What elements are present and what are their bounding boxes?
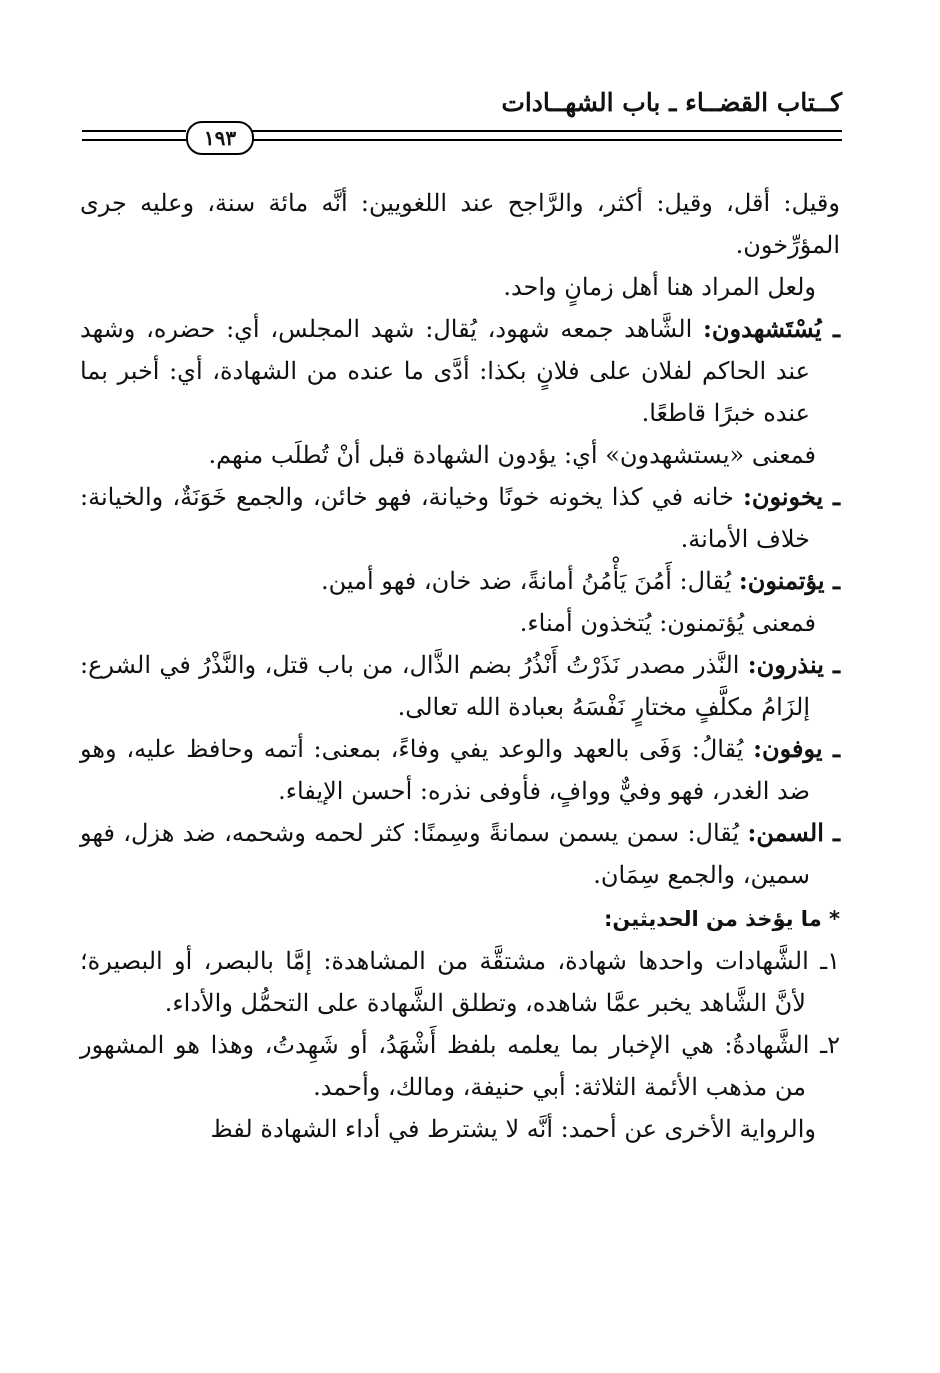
entry-yutamanun [80, 560, 840, 602]
numbered-point-1: ١ـ الشَّهادات واحدها شهادة، مشتقَّة من المشاهدة: إمَّا بالبصر، أو البصيرة؛ لأنَّ الشَّاهد يخبر عمَّا شاهده، وتطلق الشَّهادة على التحمُّل والأداء. [80, 947, 840, 1017]
entry-definition: الشَّاهد جمعه شهود، يُقال: شهد المجلس، أي: حضره، وشهد عند الحاكم لفلان على فلانٍ بكذا: أدَّى ما عنده من الشهادة، أي: أخبر بما عنده خبرًا قاطعًا. [80, 315, 810, 427]
entry-definition: خانه في كذا يخونه خونًا وخيانة، فهو خائن، والجمع خَوَنَةٌ، والخيانة: خلاف الأمانة. [80, 483, 810, 553]
header-rule-left-bottom [82, 139, 186, 141]
entry-term: ـ يؤتمنون: [738, 566, 840, 595]
entry-term: ـ يُسْتَشهدون: [703, 314, 840, 343]
page-number: ١٩٣ [186, 121, 254, 155]
entry-term: ـ يخونون: [742, 482, 840, 511]
entry-note: فمعنى «يستشهدون» أي: يؤدون الشهادة قبل أنْ تُطلَب منهم. [208, 441, 816, 469]
entry-definition: يُقالُ: وَفَى بالعهد والوعد يفي وفاءً، بمعنى: أتمه وحافظ عليه، وهو ضد الغدر، فهو وفيٌّ ووافٍ، فأوفى نذره: أحسن الإيفاء. [80, 735, 810, 805]
running-title: كــتاب القضــاء ـ باب الشهــادات [501, 88, 842, 117]
entry-term: ـ يوفون: [753, 734, 840, 763]
entry-definition: يُقال: أَمُنَ يَأْمُنُ أمانةً، ضد خان، فهو أمين. [321, 567, 739, 595]
header-rule-left-top [82, 130, 186, 132]
header-rule-right-bottom [252, 139, 842, 141]
section-heading: * ما يؤخذ من الحديثين: [603, 907, 840, 931]
entry-definition: النَّذر مصدر نَذَرْتُ أَنْذُرُ بضم الذَّال، من باب قتل، والنَّذْرُ في الشرع: إلزَامُ مكلَّفٍ مختارٍ نَفْسَهُ بعبادة الله تعالى. [80, 651, 810, 721]
paragraph-1: وقيل: أقل، وقيل: أكثر، والرَّاجح عند اللغويين: أنَّه مائة سنة، وعليه جرى المؤرِّخون. [80, 189, 840, 259]
entry-definition: يُقال: سمن يسمن سمانةً وسِمنًا: كثر لحمه وشحمه، ضد هزل، فهو سمين، والجمع سِمَان. [80, 819, 810, 889]
entry-term: ـ السمن: [747, 818, 841, 847]
numbered-point-2: ٢ـ الشَّهادةُ: هي الإخبار بما يعلمه بلفظ أَشْهَدُ، أو شَهِدتُ، وهذا هو المشهور من مذهب الأئمة الثلاثة: أبي حنيفة، ومالك، وأحمد. [80, 1031, 840, 1101]
paragraph-2: ولعل المراد هنا أهل زمانٍ واحد. [503, 273, 816, 301]
body-text [80, 182, 840, 1150]
entry-yakhunun [80, 476, 840, 560]
entry-yustashhadun [80, 308, 840, 434]
entry-yandhurun [80, 644, 840, 728]
entry-term: ـ ينذرون: [747, 650, 840, 679]
header-rule-right-top [252, 130, 842, 132]
entry-assiman [80, 812, 840, 896]
entry-note: فمعنى يُؤتمنون: يُتخذون أمناء. [519, 609, 816, 637]
entry-yufun [80, 728, 840, 812]
paragraph-last: والرواية الأخرى عن أحمد: أنَّه لا يشترط في أداء الشهادة لفظ [210, 1115, 816, 1143]
